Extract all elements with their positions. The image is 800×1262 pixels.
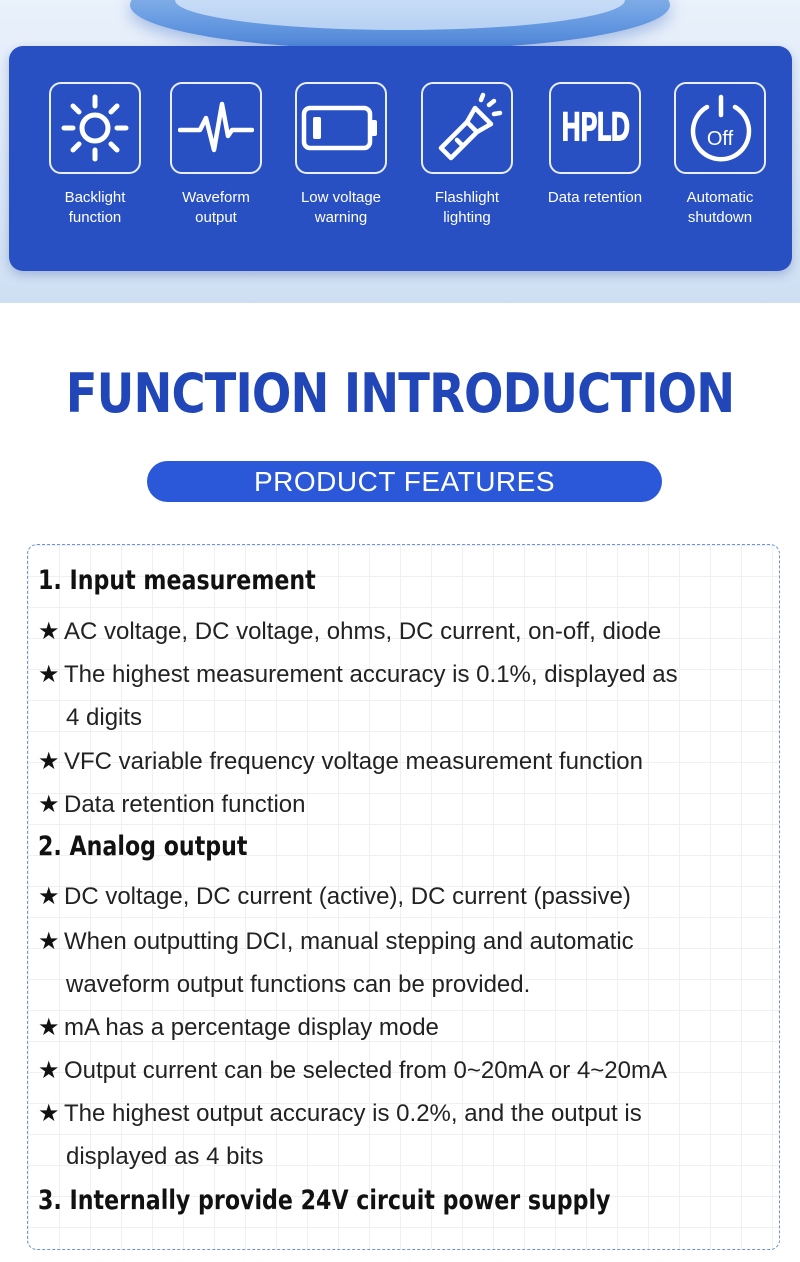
list-item (38, 1049, 758, 1092)
list-item (38, 920, 758, 1006)
list-item (38, 653, 758, 739)
list-item (38, 610, 758, 653)
star-icon: ★ (38, 1014, 60, 1041)
star-icon: ★ (38, 883, 60, 910)
battery-icon (295, 82, 387, 174)
list-item-text: Data retention function (64, 791, 306, 818)
feature-panel (9, 46, 792, 271)
star-icon: ★ (38, 791, 60, 818)
top-banner (0, 0, 800, 303)
feature-list-card (27, 544, 780, 1250)
star-icon: ★ (38, 1100, 60, 1127)
section-title: 3. Internally provide 24V circuit power supply (38, 1185, 611, 1216)
feature-label: Automatic shutdown (686, 189, 754, 226)
flashlight-icon (421, 82, 513, 174)
feature-label: Flashlight lighting (434, 189, 500, 226)
sun-icon (49, 82, 141, 174)
star-icon: ★ (38, 748, 60, 775)
star-icon: ★ (38, 661, 60, 688)
list-item-text: The highest output accuracy is 0.2%, and the output is (64, 1100, 642, 1127)
list-item (38, 740, 758, 783)
list-item (38, 1006, 758, 1049)
feature-label: Backlight function (64, 189, 126, 226)
feature-label: Data retention (547, 189, 643, 206)
list-item (38, 875, 758, 918)
list-item-continuation: 4 digits (66, 704, 143, 731)
feature-data-retention (535, 82, 655, 208)
list-item-continuation: displayed as 4 bits (66, 1143, 264, 1170)
list-item-text: When outputting DCI, manual stepping and automatic (64, 928, 634, 955)
star-icon: ★ (38, 1057, 60, 1084)
power-off-icon (674, 82, 766, 174)
feature-backlight (35, 82, 155, 228)
list-item (38, 1092, 758, 1178)
feature-auto-shutdown (660, 82, 780, 228)
feature-flashlight (407, 82, 527, 228)
list-item-text: mA has a percentage display mode (64, 1014, 439, 1041)
list-item-text: Output current can be selected from 0~20mA or 4~20mA (64, 1057, 667, 1084)
list-item-continuation: waveform output functions can be provided. (66, 971, 531, 998)
list-item-text: DC voltage, DC current (active), DC current (passive) (64, 883, 631, 910)
section-title: 1. Input measurement (38, 565, 316, 596)
power-off-text: Off (706, 128, 734, 150)
star-icon: ★ (38, 928, 60, 955)
feature-label: Low voltage warning (300, 189, 382, 226)
page-title: FUNCTION INTRODUCTION (65, 362, 735, 425)
feature-low-voltage (281, 82, 401, 228)
list-item-text: AC voltage, DC voltage, ohms, DC current, on-off, diode (64, 618, 662, 645)
list-item-text: VFC variable frequency voltage measurement function (64, 748, 643, 775)
waveform-icon (170, 82, 262, 174)
feature-waveform (156, 82, 276, 228)
hold-icon-text: HPLD (561, 105, 629, 151)
hold-icon (549, 82, 641, 174)
section-title: 2. Analog output (38, 831, 248, 862)
subtitle-pill: PRODUCT FEATURES (147, 461, 662, 502)
list-item-text: The highest measurement accuracy is 0.1%, displayed as (64, 661, 678, 688)
star-icon: ★ (38, 618, 60, 645)
feature-label: Waveform output (182, 189, 250, 226)
list-item (38, 783, 758, 826)
